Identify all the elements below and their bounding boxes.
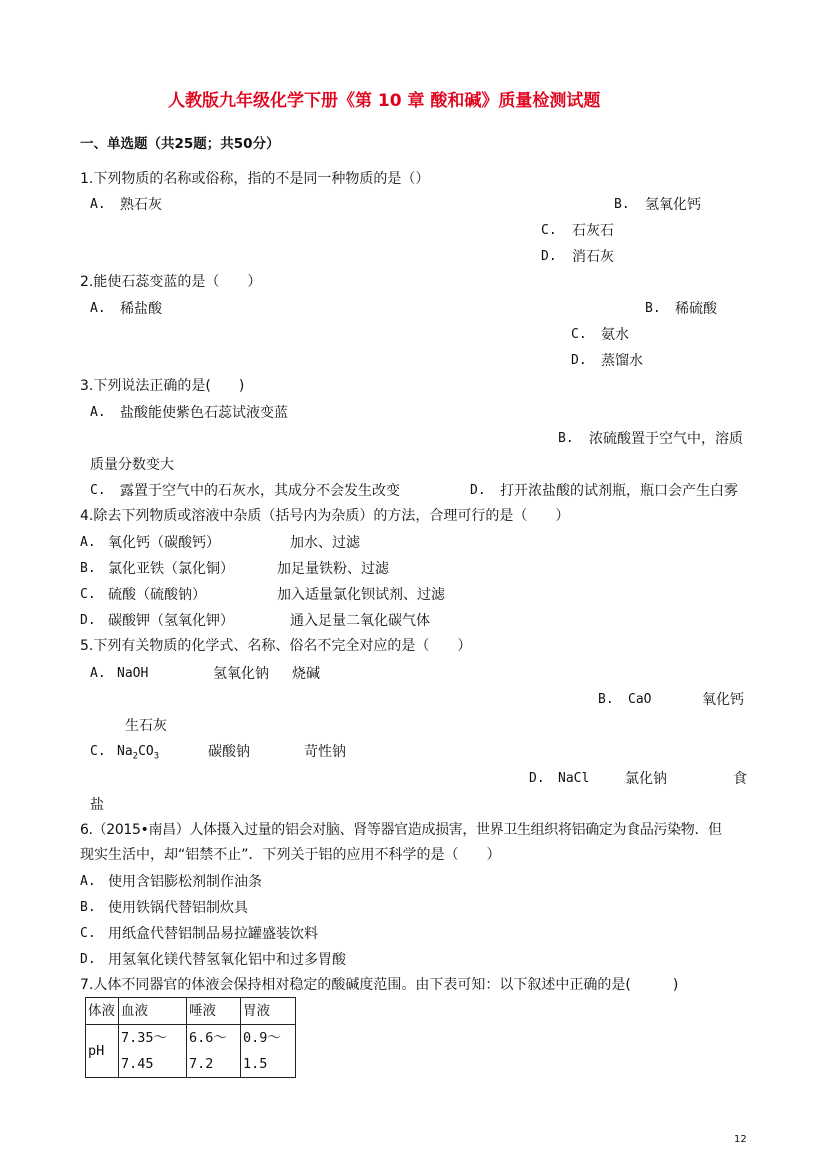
- table-cell: 0.9～ 1.5: [241, 1025, 296, 1078]
- option-letter: A.: [90, 197, 106, 212]
- option-d-common: 食: [733, 771, 747, 787]
- option-a: 盐酸能使紫色石蕊试液变蓝: [120, 405, 288, 421]
- option-letter: B.: [614, 197, 630, 212]
- option-b-continued: 质量分数变大: [90, 457, 174, 473]
- table-cell: 6.6～ 7.2: [187, 1025, 241, 1078]
- option-a: 稀盐酸: [120, 301, 162, 317]
- option-c: 用纸盒代替铝制品易拉罐盛装饮料: [108, 926, 318, 942]
- table-row: [86, 1025, 296, 1078]
- question-stem: 3.下列说法正确的是( ): [80, 378, 245, 394]
- option-letter: C.: [80, 926, 96, 941]
- option-d-name: 氯化钠: [625, 771, 667, 787]
- table-header-cell: 胃液: [241, 998, 296, 1025]
- option-d: 打开浓盐酸的试剂瓶，瓶口会产生白雾: [500, 483, 738, 499]
- option-b: 使用铁锅代替铝制炊具: [108, 900, 248, 916]
- option-letter: B.: [80, 561, 96, 576]
- option-letter: C.: [541, 223, 557, 238]
- option-c: 露置于空气中的石灰水，其成分不会发生改变: [120, 483, 400, 499]
- option-d-formula: NaCl: [558, 771, 590, 786]
- option-d: 消石灰: [572, 249, 614, 265]
- option-letter: A.: [80, 874, 96, 889]
- option-letter: D.: [571, 353, 587, 368]
- option-b-name: 氧化钙: [702, 692, 744, 708]
- option-c-name: 碳酸钠: [208, 744, 250, 760]
- option-c-common: 苛性钠: [304, 744, 346, 760]
- option-b-formula: CaO: [628, 692, 652, 707]
- option-a: 熟石灰: [120, 197, 162, 213]
- option-c-method: 加入适量氯化钡试剂、过滤: [277, 587, 445, 603]
- option-letter: C.: [571, 327, 587, 342]
- option-letter: C.: [90, 744, 106, 759]
- table-header-cell: 血液: [119, 998, 187, 1025]
- option-a-common: 烧碱: [292, 666, 320, 682]
- question-stem: 5.下列有关物质的化学式、名称、俗名不完全对应的是（ ）: [80, 638, 472, 654]
- question-stem: 1.下列物质的名称或俗称，指的不是同一种物质的是（）: [80, 171, 430, 187]
- option-d: 蒸馏水: [601, 353, 643, 369]
- option-b: 稀硫酸: [675, 301, 717, 317]
- option-b: 浓硫酸置于空气中，溶质: [589, 431, 743, 447]
- page-title: 人教版九年级化学下册《第 10 章 酸和碱》质量检测试题: [168, 91, 601, 111]
- ph-table: [85, 997, 296, 1078]
- option-letter: D.: [80, 952, 96, 967]
- section-heading: 一、单选题（共25题；共50分）: [80, 136, 280, 152]
- table-header-row: [86, 998, 296, 1025]
- option-letter: A.: [80, 535, 96, 550]
- option-c: 氨水: [601, 327, 629, 343]
- option-d-common-continued: 盐: [90, 797, 104, 813]
- table-header-cell: 唾液: [187, 998, 241, 1025]
- option-letter: B.: [598, 692, 614, 707]
- option-letter: D.: [470, 483, 486, 498]
- option-letter: D.: [529, 771, 545, 786]
- option-letter: A.: [90, 666, 106, 681]
- option-b: 氢氧化钙: [645, 197, 701, 213]
- option-letter: D.: [541, 249, 557, 264]
- option-letter: B.: [558, 431, 574, 446]
- option-a: 使用含铝膨松剂制作油条: [108, 874, 262, 890]
- question-stem: 4.除去下列物质或溶液中杂质（括号内为杂质）的方法，合理可行的是（ ）: [80, 508, 570, 524]
- option-letter: B.: [645, 301, 661, 316]
- option-d-substance: 碳酸钾（氢氧化钾）: [108, 613, 234, 629]
- table-header-cell: 体液: [86, 998, 119, 1025]
- option-letter: B.: [80, 900, 96, 915]
- option-a-method: 加水、过滤: [290, 535, 360, 551]
- option-c: 石灰石: [572, 223, 614, 239]
- option-b-common: 生石灰: [125, 718, 167, 734]
- option-letter: C.: [90, 483, 106, 498]
- option-a-substance: 氧化钙（碳酸钙）: [108, 535, 220, 551]
- question-stem: 2.能使石蕊变蓝的是（ ）: [80, 274, 262, 290]
- table-cell: pH: [86, 1025, 119, 1078]
- table-cell: 7.35～ 7.45: [119, 1025, 187, 1078]
- option-d-method: 通入足量二氧化碳气体: [290, 613, 430, 629]
- option-letter: D.: [80, 613, 96, 628]
- option-c-substance: 硫酸（硫酸钠）: [108, 587, 206, 603]
- option-a-formula: NaOH: [117, 666, 149, 681]
- question-stem: 6.（2015•南昌）人体摄入过量的铝会对脑、肾等器官造成损害，世界卫生组织将铝确定为食品污染物．但: [80, 822, 722, 838]
- option-b-method: 加足量铁粉、过滤: [277, 561, 389, 577]
- question-stem: 7.人体不同器官的体液会保持相对稳定的酸碱度范围。由下表可知：以下叙述中正确的是( ): [80, 977, 679, 993]
- option-d: 用氢氧化镁代替氢氧化铝中和过多胃酸: [108, 952, 346, 968]
- option-a-name: 氢氧化钠: [213, 666, 269, 682]
- question-stem-continued: 现实生活中，却“铝禁不止”．下列关于铝的应用不科学的是（ ）: [80, 847, 501, 863]
- option-letter: A.: [90, 405, 106, 420]
- option-b-substance: 氯化亚铁（氯化铜）: [108, 561, 234, 577]
- option-letter: C.: [80, 587, 96, 602]
- page-number: 12: [734, 1134, 747, 1145]
- option-letter: A.: [90, 301, 106, 316]
- option-c-formula: $Na_2CO_3$: [117, 744, 160, 762]
